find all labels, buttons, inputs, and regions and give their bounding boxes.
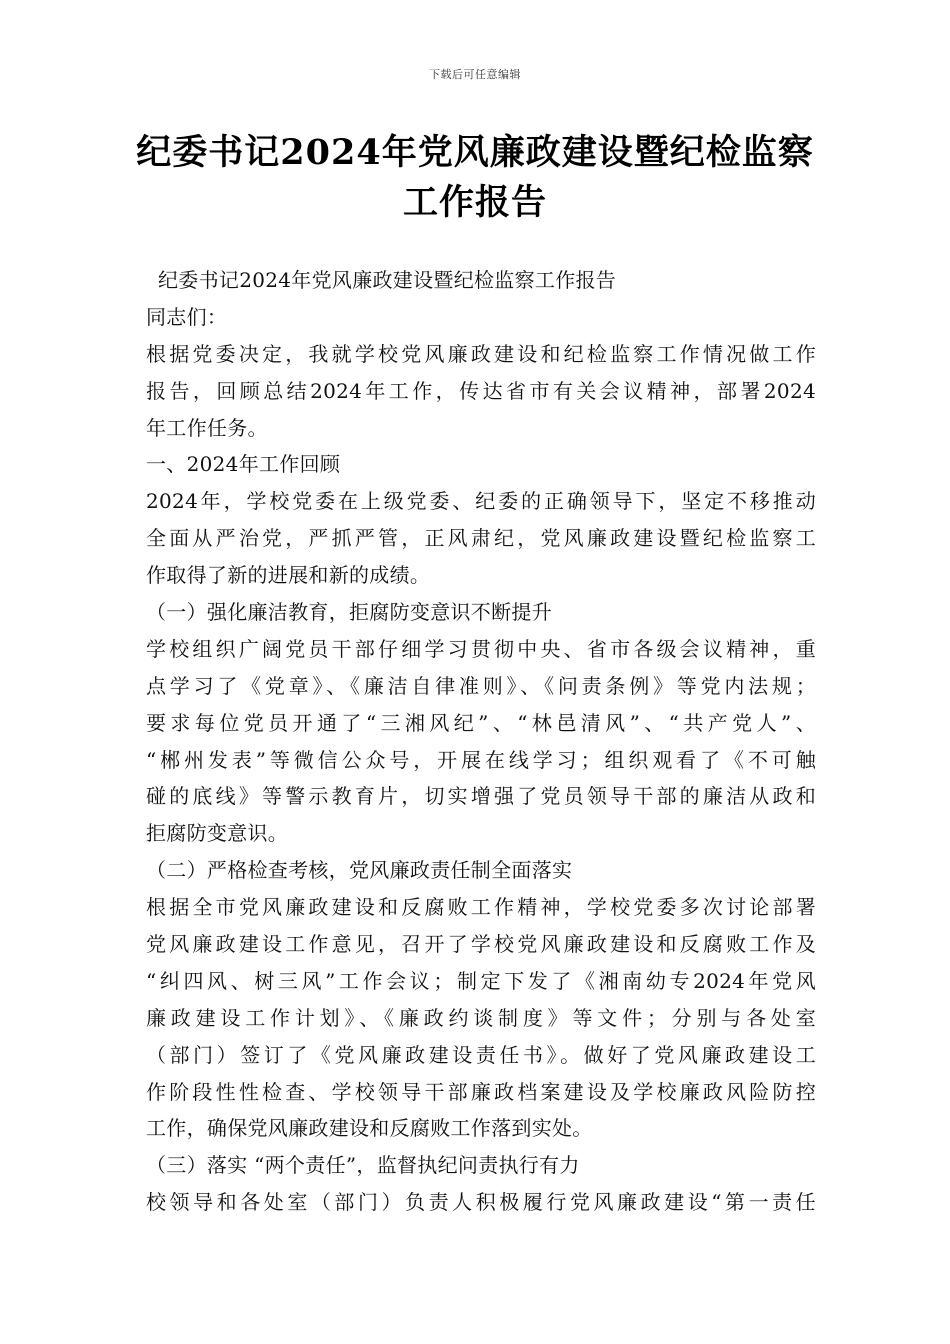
title-line: 纪委书记2024年党风廉政建设暨纪检监察: [136, 132, 814, 173]
subsection-heading: （一）强化廉洁教育，拒腐防变意识不断提升: [146, 600, 552, 625]
subsection-heading: （二）严格检查考核，党风廉政责任制全面落实: [146, 858, 573, 883]
body-line: 点学习了《党章》、《廉洁自律准则》、《问责条例》等党内法规；: [146, 673, 816, 698]
body-line: 同志们：: [146, 304, 228, 329]
body-line: 拒腐防变意识。: [146, 821, 289, 846]
header-note: 下载后可任意编辑: [429, 68, 521, 81]
body-line: 工作，确保党风廉政建设和反腐败工作落到实处。: [146, 1116, 593, 1141]
body-line: 碰的底线》等警示教育片，切实增强了党员领导干部的廉洁从政和: [146, 784, 816, 809]
body-line: 作阶段性性检查、学校领导干部廉政档案建设及学校廉政风险防控: [146, 1079, 816, 1104]
title-line: 工作报告: [402, 182, 547, 223]
subsection-heading: （三）落实 “两个责任”，监督执纪问责执行有力: [146, 1153, 580, 1178]
body-line: 校领导和各处室（部门）负责人积极履行党风廉政建设“第一责任: [146, 1190, 816, 1215]
body-line: 学校组织广阔党员干部仔细学习贯彻中央、省市各级会议精神，重: [146, 636, 816, 661]
body-line: 党风廉政建设工作意见，召开了学校党风廉政建设和反腐败工作及: [146, 932, 816, 957]
body-line: 根据全市党风廉政建设和反腐败工作精神，学校党委多次讨论部署: [146, 895, 816, 920]
document-body: [146, 262, 816, 1221]
body-line: 全面从严治党，严抓严管，正风肃纪，党风廉政建设暨纪检监察工: [146, 526, 816, 551]
body-line: 报告，回顾总结2024年工作，传达省市有关会议精神，部署2024: [146, 378, 816, 403]
body-line: 2024年，学校党委在上级党委、纪委的正确领导下，坚定不移推动: [146, 489, 816, 514]
body-line: 根据党委决定，我就学校党风廉政建设和纪检监察工作情况做工作: [146, 341, 816, 366]
body-line: 作取得了新的进展和新的成绩。: [146, 563, 431, 588]
document-title: [120, 128, 830, 228]
body-line: “纠四风、树三风”工作会议；制定下发了《湘南幼专2024年党风: [146, 968, 816, 993]
body-line: 要求每位党员开通了“三湘风纪”、“林邑清风”、“共产党人”、: [146, 710, 816, 735]
body-line: 廉政建设工作计划》、《廉政约谈制度》等文件；分别与各处室: [146, 1005, 816, 1030]
section-heading: 一、2024年工作回顾: [146, 452, 341, 477]
body-line: “郴州发表”等微信公众号，开展在线学习；组织观看了《不可触: [146, 747, 816, 772]
body-line: （部门）签订了《党风廉政建设责任书》。做好了党风廉政建设工: [146, 1042, 816, 1067]
body-line: 纪委书记2024年党风廉政建设暨纪检监察工作报告: [158, 268, 617, 292]
body-line: 年工作任务。: [146, 415, 268, 440]
